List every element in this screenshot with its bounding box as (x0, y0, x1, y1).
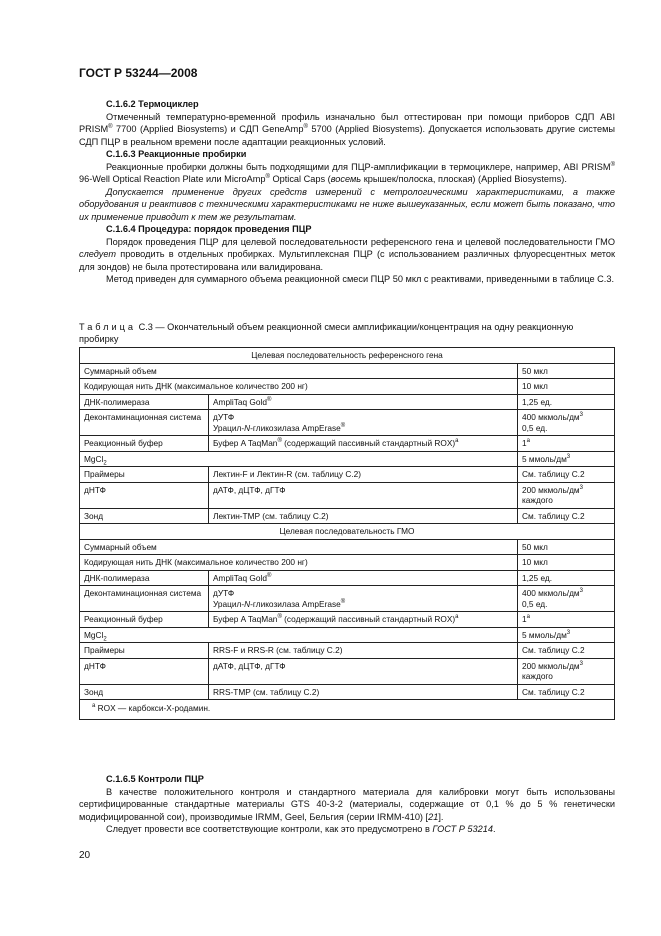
table-row (80, 627, 615, 643)
paragraph: Реакционные пробирки должны быть подходящими для ПЦР-амплификации в термоциклере, например, ABI PRISM® 96-Well Optical Reaction Plate или MicroAmp® Optical Caps (восемь крышек/полоска, плоская) (Applied Biosystems). (79, 161, 615, 184)
section-title-cell: Целевая последовательность ГМО (80, 524, 615, 540)
table-section-header (80, 348, 615, 364)
table-row (80, 643, 615, 659)
table-row (80, 586, 615, 612)
value-cell: 1$^a$ (518, 612, 615, 628)
value-cell: 200 мкмоль/$дм^3$ каждого (518, 482, 615, 508)
table-row (80, 684, 615, 700)
value-cell: 10 мкл (518, 555, 615, 571)
page-number: 20 (79, 850, 91, 861)
table-row (80, 379, 615, 395)
reagent-cell: Деконтаминационная система (80, 586, 209, 612)
table-row (80, 410, 615, 436)
value-cell: 1,25 ед. (518, 394, 615, 410)
reagent-cell: Зонд (80, 508, 209, 524)
paragraph: Следует провести все соответствующие контроли, как это предусмотрено в ГОСТ Р 53214. (106, 824, 496, 834)
reagent-cell: дНТФ (80, 482, 209, 508)
paragraph: Отмеченный температурно-временной профиль изначально был оттестирован при помощи приборов СДП ABI PRISM® 7700 (Applied Biosystems) и СДП GeneAmp® 5700 (Applied Biosystems). Допускается использовать другие системы СДП ПЦР в реальном времени после адаптации реакционных условий. (79, 111, 616, 147)
value-cell: 1$^a$ (518, 436, 615, 452)
value-cell: 400 мкмоль/$дм^3$ 0,5 ед. (518, 410, 615, 436)
value-cell: 200 мкмоль/$дм^3$ каждого (518, 658, 615, 684)
table-row (80, 539, 615, 555)
body-text-top (79, 98, 615, 286)
reagent-cell: Деконтаминационная система (80, 410, 209, 436)
reagent-cell: Зонд (80, 684, 209, 700)
value-cell: См. таблицу С.2 (518, 643, 615, 659)
component-cell: Буфер A TaqMan® (содержащий пассивный стандартный ROX)$^a$ (209, 436, 518, 452)
reagent-cell: ДНК-полимераза (80, 394, 209, 410)
table-caption: Таблица С.3 — Окончательный объем реакционной смеси амплификации/концентрация на одну реакционную пробирку (79, 322, 574, 344)
reagent-cell: Кодирующая нить ДНК (максимальное количество 200 нг) (80, 379, 518, 395)
table-row (80, 451, 615, 467)
value-cell: См. таблицу С.2 (518, 508, 615, 524)
value-cell: 5 ммоль/$дм^3$ (518, 627, 615, 643)
section-heading-c163: С.1.6.3 Реакционные пробирки (106, 149, 247, 159)
value-cell: 5 ммоль/$дм^3$ (518, 451, 615, 467)
component-cell: дУТФ Урацил-N-гликозилаза AmpErase® (209, 586, 518, 612)
component-cell: Лектин-F и Лектин-R (см. таблицу С.2) (209, 467, 518, 483)
paragraph: Метод приведен для суммарного объема реакционной смеси ПЦР 50 мкл с реактивами, приведенными в таблице С.3. (106, 274, 615, 284)
component-cell: дУТФ Урацил-N-гликозилаза AmpErase® (209, 410, 518, 436)
reagent-cell: Праймеры (80, 643, 209, 659)
value-cell: См. таблицу С.2 (518, 684, 615, 700)
section-title-cell: Целевая последовательность референсного гена (80, 348, 615, 364)
reagent-cell: дНТФ (80, 658, 209, 684)
value-cell: См. таблицу С.2 (518, 467, 615, 483)
table-row (80, 570, 615, 586)
reagent-cell: MgCl$_2$ (80, 451, 518, 467)
table-row (80, 363, 615, 379)
section-heading-c164: С.1.6.4 Процедура: порядок проведения ПЦР (106, 224, 312, 234)
table-row (80, 555, 615, 571)
value-cell: 400 мкмоль/$дм^3$ 0,5 ед. (518, 586, 615, 612)
value-cell: 10 мкл (518, 379, 615, 395)
reagent-cell: MgCl$_2$ (80, 627, 518, 643)
reagent-cell: Реакционный буфер (80, 612, 209, 628)
value-cell: 1,25 ед. (518, 570, 615, 586)
value-cell: 50 мкл (518, 539, 615, 555)
component-cell: AmpliTaq Gold® (209, 570, 518, 586)
table-section-header (80, 524, 615, 540)
table-row (80, 658, 615, 684)
paragraph: Допускается применение других средств измерений с метрологическими характеристиками, а также оборудования и реактивов с техническими характеристиками не ниже вышеуказанных, если может быть показано, что их применение приводит к тем же результатам. (79, 186, 615, 222)
reagent-cell: ДНК-полимераза (80, 570, 209, 586)
table-row (80, 612, 615, 628)
reagent-cell: Реакционный буфер (80, 436, 209, 452)
reaction-mix-table (79, 347, 615, 720)
reagent-cell: Суммарный объем (80, 539, 518, 555)
reagent-cell: Кодирующая нить ДНК (максимальное количество 200 нг) (80, 555, 518, 571)
component-cell: дАТФ, дЦТФ, дГТФ (209, 658, 518, 684)
paragraph: Порядок проведения ПЦР для целевой последовательности референсного гена и целевой последовательности ГМО следует проводить в отдельных пробирках. Мультиплексная ПЦР (с использованием различных флуоресцентных меток для зондов) не была протестирована или валидирована. (79, 236, 615, 272)
component-cell: Лектин-TMP (см. таблицу С.2) (209, 508, 518, 524)
table-row (80, 508, 615, 524)
component-cell: Буфер A TaqMan® (содержащий пассивный стандартный ROX)$^a$ (209, 612, 518, 628)
paragraph: В качестве положительного контроля и стандартного материала для калибровки могут быть использованы сертифицированные стандартные материалы GTS 40-3-2 (материалы, содержащие от 0,1 % до 5 % генетически модифицированной сои), производимые IRMM, Geel, Бельгия (серии IRMM-410) [21]. (79, 786, 615, 822)
value-cell: 50 мкл (518, 363, 615, 379)
table-footnote-row (80, 700, 615, 720)
section-heading-c165: С.1.6.5 Контроли ПЦР (106, 774, 204, 784)
table-row (80, 482, 615, 508)
body-text-bottom (79, 773, 615, 836)
table-footnote: $^a$ ROX — карбокси-X-родамин. (80, 700, 615, 720)
table-row (80, 467, 615, 483)
component-cell: RRS-F и RRS-R (см. таблицу С.2) (209, 643, 518, 659)
component-cell: AmpliTaq Gold® (209, 394, 518, 410)
table-row (80, 394, 615, 410)
section-heading-c162: С.1.6.2 Термоциклер (106, 99, 199, 109)
component-cell: дАТФ, дЦТФ, дГТФ (209, 482, 518, 508)
component-cell: RRS-TMP (см. таблицу С.2) (209, 684, 518, 700)
reagent-cell: Праймеры (80, 467, 209, 483)
table-row (80, 436, 615, 452)
reagent-cell: Суммарный объем (80, 363, 518, 379)
document-header: ГОСТ Р 53244—2008 (79, 66, 198, 80)
